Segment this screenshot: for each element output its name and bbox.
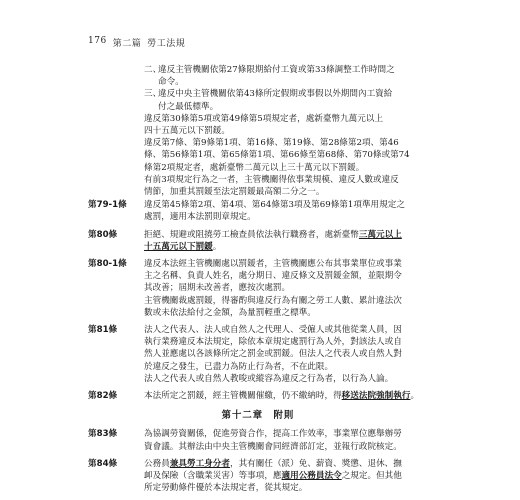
text-line: 條、第56條第1項、第65條第1項、第66條至第68條、第70條或第74	[144, 150, 410, 161]
article-79-1	[88, 199, 428, 223]
text-line: 違反第7條、第9條第1項、第16條、第19條、第28條第2項、第46	[144, 138, 399, 149]
article-80	[88, 229, 428, 253]
text-span: 之規定。但其他	[341, 471, 402, 482]
text-line: 違反本法經主管機關處以罰鍰者，主管機關應公布其事業單位或事業	[144, 259, 402, 270]
paragraph	[88, 137, 428, 174]
page-body	[88, 64, 428, 495]
text-line: 違反第45條第2項、第4項、第64條第3項及第69條第1項準用規定之	[144, 200, 405, 211]
text-span: 本法所定之罰鍰，經主管機關催繳，仍不繳納時，得	[144, 391, 342, 402]
part-label: 第二篇	[112, 39, 142, 49]
article-label: 第84條	[88, 458, 118, 469]
text-line: 條第2項規定者，處新臺幣二萬元以上三十萬元以下罰鍰。	[144, 162, 365, 173]
text-line: 違反主管機關依第27條限期給付工資或第33條調整工作時間之	[158, 65, 395, 75]
text-line: 執行業務違反本法規定，除依本章規定處罰行為人外，對該法人或自	[144, 337, 402, 348]
chapter-heading: 第十二章 附則	[221, 410, 295, 422]
text-span: 。	[410, 391, 420, 402]
article-label: 第82條	[88, 391, 118, 402]
text-line	[144, 470, 428, 482]
item-number: 三、	[144, 89, 162, 100]
paragraph	[88, 113, 428, 137]
text-line: 法人之代表人或自然人教唆或縱容為違反之行為者，以行為人論。	[144, 373, 394, 384]
list-item	[88, 88, 428, 112]
text-line: 然人並應處以各該條所定之罰金或罰鍰。但法人之代表人或自然人對	[144, 349, 402, 360]
text-line: 主之名稱、負責人姓名，處分期日、違反條文及罰鍰金額，並限期令	[144, 271, 402, 282]
text-line: 處罰，適用本法罰則章規定。	[144, 212, 256, 223]
article-label: 第80條	[88, 229, 118, 240]
section-label: 勞工法規	[147, 39, 186, 49]
text-line: 情節，加重其罰鍰至法定罰鍰最高額二分之一。	[144, 187, 325, 198]
text-line	[144, 229, 428, 241]
text-line	[144, 390, 428, 402]
text-line: 於違反之發生，已盡力為防止行為者，不在此限。	[144, 361, 334, 372]
emphasis-text: 適用公務員法令	[281, 471, 342, 482]
article-label: 第83條	[88, 429, 118, 440]
text-span: 卹及保險（含職業災害）等事項，應	[144, 471, 282, 482]
running-header	[88, 36, 185, 49]
item-number: 二、	[144, 65, 162, 75]
text-line: 為協調勞資關係，促進勞資合作，提高工作效率，事業單位應舉辦勞	[144, 429, 402, 440]
text-span: 公務員	[144, 458, 170, 469]
page-number: 176	[88, 36, 107, 46]
list-item	[88, 64, 428, 88]
text-line: 法人之代表人、法人或自然人之代理人、受僱人或其他從業人員，因	[144, 325, 402, 336]
text-line: 數或未依法給付之金額，為量罰輕重之標準。	[144, 307, 316, 318]
emphasis-text: 兼具勞工身分者	[169, 458, 230, 469]
text-line: 主管機關裁處罰鍰，得審酌與違反行為有關之勞工人數、累計違法次	[144, 295, 402, 306]
emphasis-text: 移送法院強制執行	[341, 391, 411, 402]
article-82	[88, 390, 428, 402]
emphasis-text: 十五萬元以下罰鍰	[144, 241, 213, 252]
text-line	[144, 241, 428, 253]
text-line: 違反第30條第5項或第49條第5項規定者，處新臺幣九萬元以上	[144, 113, 384, 124]
text-span: 。	[212, 241, 222, 252]
text-span: ，其有關任（派）免、薪資、獎懲、退休、撫	[229, 458, 402, 469]
article-80-1	[88, 258, 428, 319]
text-line: 命令。	[158, 77, 184, 88]
text-line	[144, 458, 428, 470]
article-label: 第81條	[88, 325, 118, 336]
text-line: 違反中央主管機關依第43條所定假期或事假以外期間內工資給	[158, 89, 393, 100]
text-line: 所定勞動條件優於本法規定者，從其規定。	[144, 483, 308, 494]
article-label: 第79-1條	[88, 200, 127, 211]
text-line: 付之最低標準。	[158, 101, 219, 112]
article-84	[88, 458, 428, 495]
emphasis-text: 三萬元以上	[358, 229, 402, 240]
paragraph	[88, 174, 428, 198]
text-line: 四十五萬元以下罰鍰。	[144, 126, 230, 137]
text-span: 拒絕、規避或阻撓勞工檢查員依法執行職務者，處新臺幣	[144, 229, 359, 240]
article-label: 第80-1條	[88, 259, 127, 270]
text-line: 有前3項規定行為之一者，主管機關得依事業規模、違反人數或違反	[144, 174, 399, 185]
text-line: 資會議。其辦法由中央主管機關會同經濟部訂定，並報行政院核定。	[144, 441, 402, 452]
article-83	[88, 428, 428, 452]
article-81	[88, 324, 428, 385]
text-line: 其改善；屆期未改善者，應按次處罰。	[144, 283, 291, 294]
